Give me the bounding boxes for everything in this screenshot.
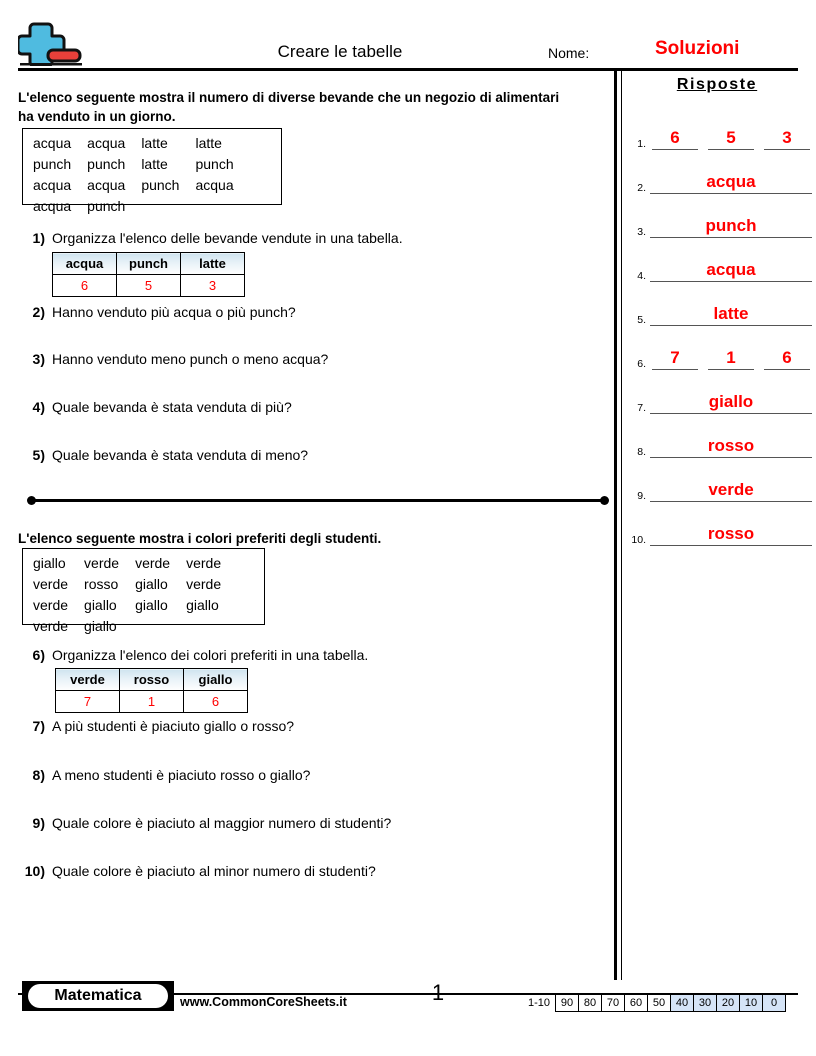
word-cell: rosso [84,576,119,592]
tally-table-drinks [52,252,245,297]
word-cell: acqua [33,177,72,193]
tally-header: rosso [120,669,184,691]
question-text-7: A più studenti è piaciuto giallo o rosso? [52,718,295,734]
answer-number: 1. [637,138,646,150]
word-cell: acqua [33,198,72,214]
grading-scale [528,994,786,1012]
word-cell: punch [33,156,72,172]
site-url: www.CommonCoreSheets.it [180,995,347,1009]
answer-value: 1 [726,348,736,367]
answer-number: 3. [637,226,646,238]
section2-prompt: L'elenco seguente mostra i colori preferiti degli studenti. [18,531,382,546]
worksheet-body [0,70,610,980]
tally-value: 7 [56,691,120,713]
word-cell: acqua [33,135,72,151]
section1-word-grid [22,128,282,214]
question-number-3: 3) [32,351,45,367]
answer-value: giallo [708,392,754,411]
answer-number: 4. [637,270,646,282]
scale-cell: 90 [556,995,579,1012]
word-cell: giallo [33,555,66,571]
scale-cell: 10 [740,995,763,1012]
section1-prompt: L'elenco seguente mostra il numero di diverse bevande che un negozio di alimentari ha venduto in un giorno. [18,90,560,124]
word-cell: punch [195,156,234,172]
tally-header: acqua [53,253,117,275]
word-cell: giallo [84,618,117,634]
answer-key-title: Risposte [676,76,758,93]
answer-value: 5 [726,128,736,147]
brand-badge [22,981,174,1011]
answer-value: acqua [706,172,756,191]
scale-cell: 70 [602,995,625,1012]
answer-number: 6. [637,358,646,370]
tally-header: verde [56,669,120,691]
word-cell: latte [195,135,222,151]
scale-cell: 80 [579,995,602,1012]
tally-value: 3 [181,275,245,297]
answer-row-7 [622,370,814,414]
answer-row-4 [622,238,814,282]
word-cell [139,196,193,217]
question-text-9: Quale colore è piaciuto al maggior numero di studenti? [52,815,392,831]
question-number-4: 4) [32,399,45,415]
tally-header: giallo [184,669,248,691]
word-cell: giallo [135,576,168,592]
word-cell: verde [186,555,222,571]
tally-header: latte [181,253,245,275]
tally-value: 6 [184,691,248,713]
question-text-8: A meno studenti è piaciuto rosso o giallo? [52,767,311,783]
question-number-5: 5) [32,447,45,463]
tally-value: 5 [117,275,181,297]
scale-cell: 40 [671,995,694,1012]
answer-row-5 [622,282,814,326]
question-text-3: Hanno venduto meno punch o meno acqua? [52,351,329,367]
answer-row-2 [622,150,814,194]
name-value: Soluzioni [655,38,740,59]
section2-word-grid [22,548,265,634]
brand-label: Matematica [28,984,168,1008]
answer-value: rosso [707,436,755,455]
plus-minus-logo-icon [18,20,84,66]
answer-value: verde [708,480,754,499]
word-cell: giallo [84,597,117,613]
word-cell: verde [135,555,171,571]
scale-cell: 30 [694,995,717,1012]
word-cell: acqua [195,177,234,193]
question-text-2: Hanno venduto più acqua o più punch? [52,304,296,320]
question-text-10: Quale colore è piaciuto al minor numero di studenti? [52,863,376,879]
answer-row-9 [622,458,814,502]
answer-value: 6 [782,348,792,367]
word-cell [133,616,184,637]
question-number-1: 1) [32,230,45,246]
word-cell: verde [33,576,69,592]
word-cell: acqua [87,177,126,193]
tally-value: 1 [120,691,184,713]
word-cell: giallo [135,597,168,613]
question-text-1: Organizza l'elenco delle bevande vendute in una tabella. [52,230,403,246]
answer-rule [650,545,812,547]
answer-value: 6 [670,128,680,147]
word-cell [193,196,247,217]
question-number-6: 6) [32,647,45,663]
scale-cell: 0 [763,995,786,1012]
answer-number: 10. [631,534,646,546]
cut-line-dot-right [600,496,609,505]
answer-row-1 [622,106,814,150]
answer-row-3 [622,194,814,238]
scale-cell: 50 [648,995,671,1012]
tally-header: punch [117,253,181,275]
question-number-9: 9) [32,815,45,831]
page-header [0,0,816,70]
answer-number: 8. [637,446,646,458]
word-cell: verde [186,576,222,592]
answer-value: rosso [707,524,755,543]
tally-value: 6 [53,275,117,297]
answer-value: 7 [670,348,680,367]
word-cell: verde [84,555,120,571]
answer-number: 7. [637,402,646,414]
word-cell: punch [141,177,180,193]
question-number-10: 10) [24,863,45,879]
answer-value: 3 [782,128,792,147]
cut-line [30,499,608,502]
answer-value: latte [713,304,749,323]
question-number-7: 7) [32,718,45,734]
question-number-8: 8) [32,767,45,783]
question-number-2: 2) [32,304,45,320]
answer-value: acqua [706,260,756,279]
word-cell: latte [141,135,168,151]
page-number: 1 [431,980,445,1005]
word-cell: giallo [186,597,219,613]
question-text-6: Organizza l'elenco dei colori preferiti in una tabella. [52,647,369,663]
page-footer [0,980,816,1056]
word-cell: punch [87,198,126,214]
answer-number: 9. [637,490,646,502]
word-cell: verde [33,597,69,613]
grading-scale-label: 1-10 [528,997,551,1009]
answer-row-10 [622,502,814,546]
grading-scale-table [555,994,786,1012]
answer-number: 5. [637,314,646,326]
word-cell: punch [87,156,126,172]
word-cell: latte [141,156,168,172]
vertical-divider-thick [614,70,617,980]
answer-number: 2. [637,182,646,194]
answer-row-8 [622,414,814,458]
question-text-5: Quale bevanda è stata venduta di meno? [52,447,309,463]
word-cell: verde [33,618,69,634]
answer-value: punch [705,216,757,235]
name-label: Nome: [548,45,590,61]
question-text-4: Quale bevanda è stata venduta di più? [52,399,292,415]
answer-key-panel [622,70,816,980]
word-cell [184,616,235,637]
word-cell: acqua [87,135,126,151]
scale-cell: 60 [625,995,648,1012]
tally-table-colors [55,668,248,713]
page-title: Creare le tabelle [277,42,403,61]
answer-row-6 [622,326,814,370]
scale-cell: 20 [717,995,740,1012]
